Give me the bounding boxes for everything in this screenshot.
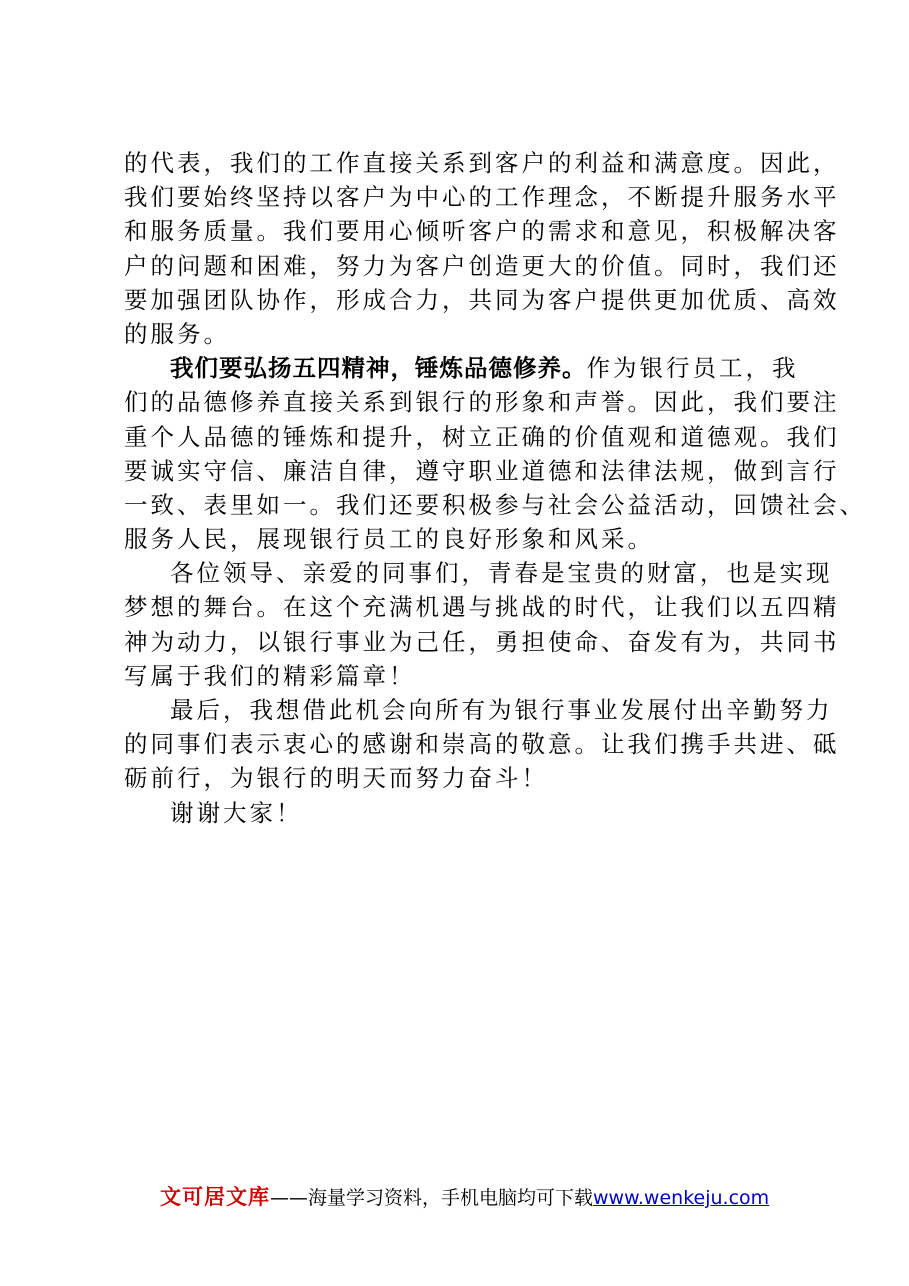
closing-line: 各位领导、亲爱的同事们，青春是宝贵的财富，也是实现 xyxy=(170,559,833,588)
paragraph-line: 和服务质量。我们要用心倾听客户的需求和意见，积极解决客 xyxy=(124,217,840,246)
final-line: 的同事们表示衷心的感谢和崇高的敬意。让我们携手共进、砥 xyxy=(124,730,840,759)
closing-line: 写属于我们的精彩篇章！ xyxy=(124,661,416,690)
paragraph-line: 的代表，我们的工作直接关系到客户的利益和满意度。因此， xyxy=(124,149,840,177)
section-line-text: 作为银行员工，我 xyxy=(586,354,799,383)
footer-link[interactable]: www.wenkeju.com xyxy=(593,1187,770,1209)
section-first-line xyxy=(124,351,804,385)
paragraph-line: 要加强团队协作，形成合力，共同为客户提供更加优质、高效 xyxy=(124,285,840,314)
final-line: 砺前行，为银行的明天而努力奋斗！ xyxy=(124,764,548,793)
footer-tagline: ——海量学习资料，手机电脑均可下载 xyxy=(270,1187,594,1209)
closing-line: 神为动力，以银行事业为己任，勇担使命、奋发有为，共同书 xyxy=(124,627,840,656)
paragraph-line: 户的问题和困难，努力为客户创造更大的价值。同时，我们还 xyxy=(124,251,840,280)
document-body xyxy=(124,146,866,830)
footer-brand: 文可居文库 xyxy=(160,1185,270,1209)
thanks-line: 谢谢大家！ xyxy=(170,798,303,827)
section-line: 一致、表里如一。我们还要积极参与社会公益活动，回馈社会、 xyxy=(124,490,866,519)
paragraph-line: 的服务。 xyxy=(124,319,230,348)
section-line: 要诚实守信、廉洁自律，遵守职业道德和法律法规，做到言行 xyxy=(124,456,840,485)
final-line: 最后，我想借此机会向所有为银行事业发展付出辛勤努力 xyxy=(170,696,833,724)
footer-banner xyxy=(160,1184,769,1211)
section-line: 服务人民，展现银行员工的良好形象和风采。 xyxy=(124,525,654,554)
closing-line: 梦想的舞台。在这个充满机遇与挑战的时代，让我们以五四精 xyxy=(124,593,840,622)
section-line: 们的品德修养直接关系到银行的形象和声誉。因此，我们要注 xyxy=(124,388,840,417)
section-line: 重个人品德的锤炼和提升，树立正确的价值观和道德观。我们 xyxy=(124,422,840,451)
paragraph-line: 我们要始终坚持以客户为中心的工作理念，不断提升服务水平 xyxy=(124,183,840,212)
section-heading: 我们要弘扬五四精神，锤炼品德修养。 xyxy=(170,354,587,383)
